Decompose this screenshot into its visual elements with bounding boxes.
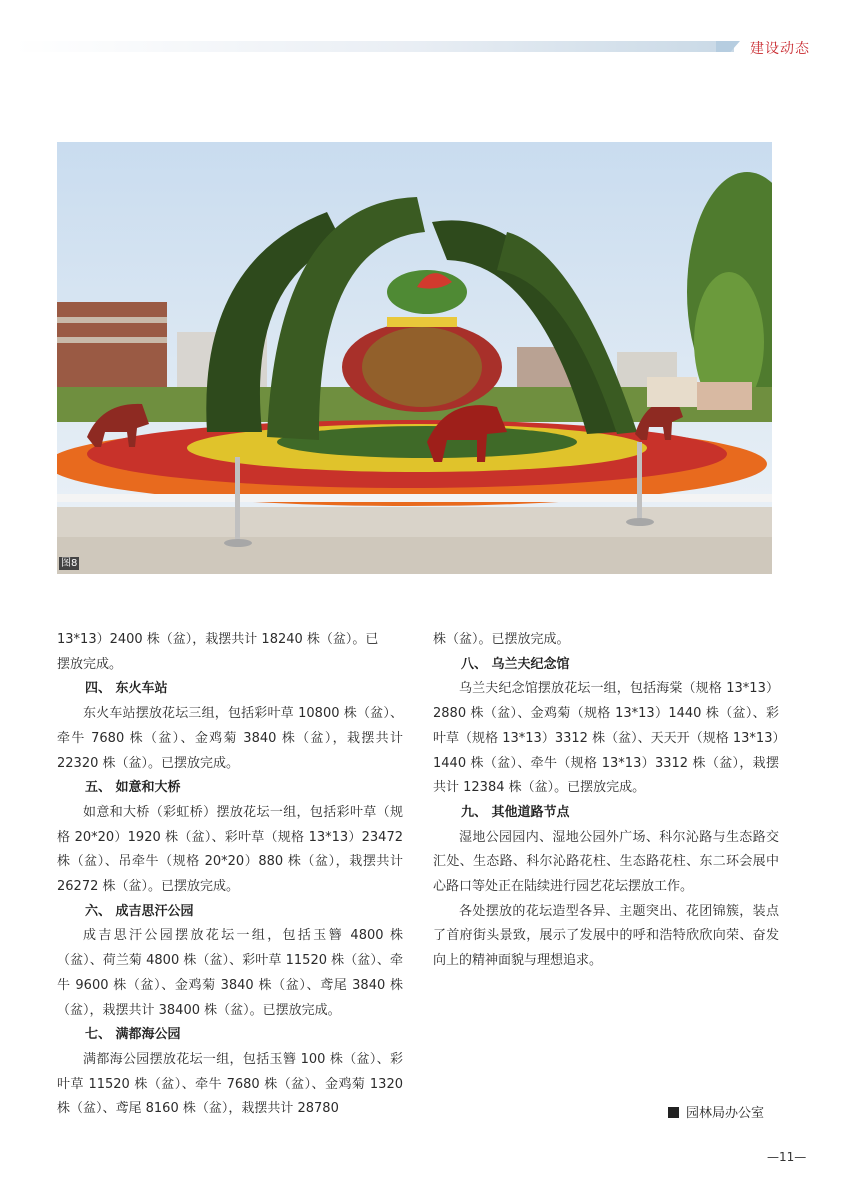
paragraph-ulanhu-memorial: 乌兰夫纪念馆摆放花坛一组，包括海棠（规格 13*13）2880 株（盆）、金鸡菊（规格 13*13）1440 株（盆）、彩叶草（规格 13*13）3312 株（盆）、天天开（规格 13*13）1440 株（盆）、牵牛（规格 13*13）3312 株（盆），栽摆共计 12384 株（盆）。已摆放完成。 (433, 681, 779, 796)
header-decoration-bar (14, 41, 734, 52)
continued-text-line: 13*13）2400 株（盆），栽摆共计 18240 株（盆）。已 (57, 632, 379, 647)
heading-east-railway-station: 四、 东火车站 (85, 681, 168, 697)
continued-text-line: 株（盆）。已摆放完成。 (433, 632, 570, 647)
paragraph-conclusion: 各处摆放的花坛造型各异、主题突出、花团锦簇，装点了首府街头景致，展示了发展中的呼和浩特欣欣向荣、奋发向上的精神面貌与理想追求。 (433, 903, 779, 969)
section-title: 建设动态 (750, 41, 810, 57)
author-name: 园林局办公室 (686, 1106, 765, 1121)
paragraph-other-road-nodes: 湿地公园园内、湿地公园外广场、科尔沁路与生态路交汇处、生态路、科尔沁路花柱、生态路花柱、东二环会展中心路口等处正在陆续进行园艺花坛摆放工作。 (433, 829, 779, 895)
continued-text-line: 摆放完成。 (57, 656, 123, 672)
paragraph-east-railway-station: 东火车站摆放花坛三组，包括彩叶草 10800 株（盆）、牵牛 7680 株（盆）、金鸡菊 3840 株（盆），栽摆共计 22320 株（盆）。已摆放完成。 (57, 706, 403, 771)
right-column (433, 628, 779, 974)
left-column (57, 628, 403, 1122)
paragraph-manduhai-park: 满都海公园摆放花坛一组，包括玉簪 100 株（盆）、彩叶草 11520 株（盆）、牵牛 7680 株（盆）、金鸡菊 1320 株（盆）、鸢尾 8160 株（盆），栽摆共计 28780 (57, 1051, 403, 1117)
page-number: —11— (767, 1150, 807, 1164)
square-bullet-icon (668, 1107, 679, 1118)
header-decoration-tab (716, 41, 740, 52)
figure-label: 图8 (61, 558, 78, 569)
author-signature (668, 1102, 764, 1121)
paragraph-ruyi-bridge: 如意和大桥（彩虹桥）摆放花坛一组，包括彩叶草（规格 20*20）1920 株（盆）、彩叶草（规格 13*13）23472 株（盆）、吊牵牛（规格 20*20）880 株（盆），栽摆共计 26272 株（盆）。已摆放完成。 (57, 804, 403, 895)
heading-other-road-nodes: 九、 其他道路节点 (461, 804, 570, 820)
heading-genghis-khan-park: 六、 成吉思汗公园 (85, 903, 194, 919)
heading-manduhai-park: 七、 满都海公园 (85, 1027, 181, 1043)
heading-ulanhu-memorial: 八、 乌兰夫纪念馆 (461, 656, 570, 672)
heading-ruyi-bridge: 五、 如意和大桥 (85, 780, 181, 796)
flower-bed-photo (57, 142, 772, 574)
paragraph-genghis-khan-park: 成吉思汗公园摆放花坛一组，包括玉簪 4800 株（盆）、荷兰菊 4800 株（盆）、彩叶草 11520 株（盆）、牵牛 9600 株（盆）、金鸡菊 3840 株（盆）、鸢尾 3840 株（盆），栽摆共计 38400 株（盆）。已摆放完成。 (57, 928, 403, 1018)
